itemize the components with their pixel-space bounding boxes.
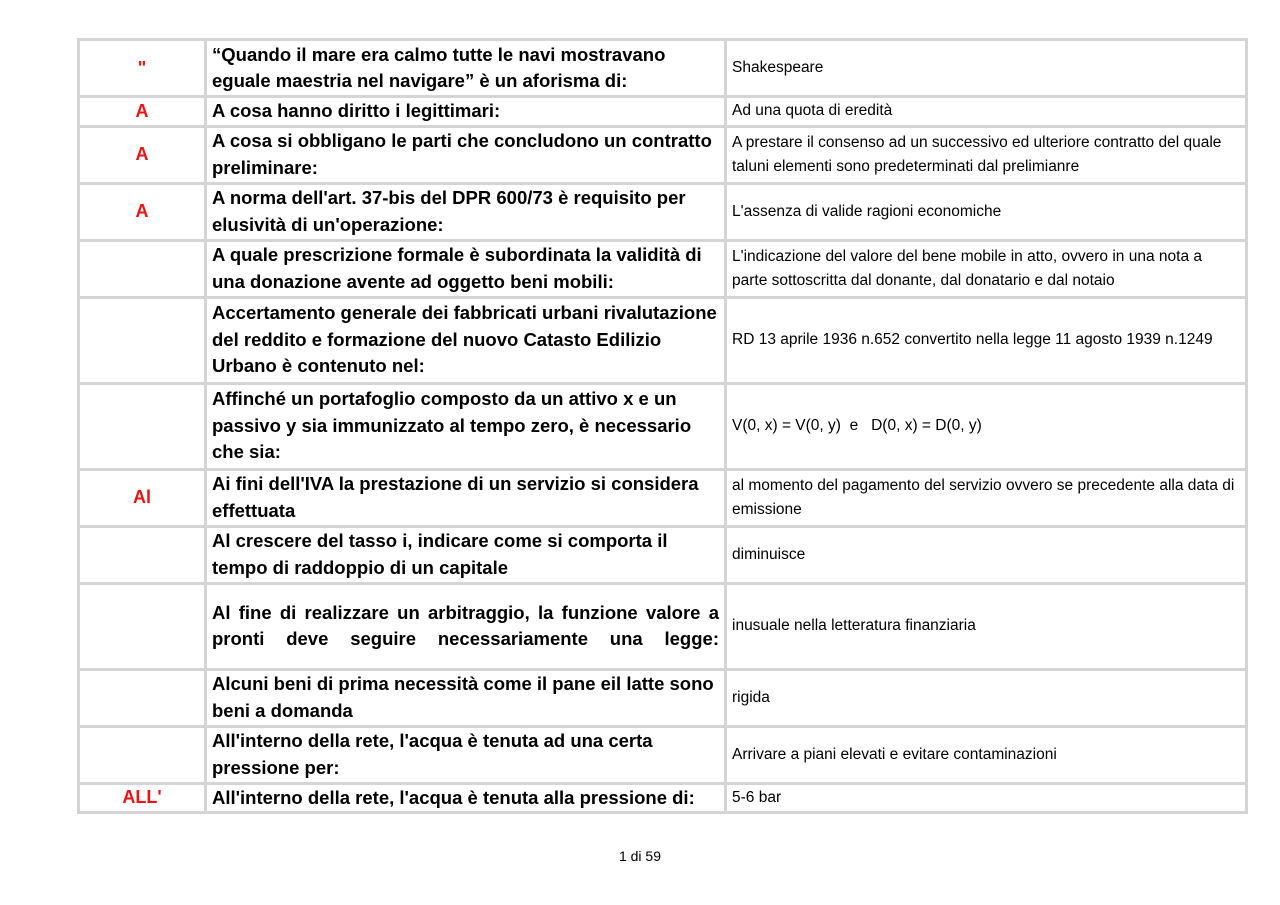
row-key-cell: ALL' [79,783,206,813]
table-row [79,726,1247,783]
answer-cell: L'indicazione del valore del bene mobile in atto, ovvero in una nota a parte sottoscritta dal donante, dal donatario e dal notaio [726,240,1247,297]
question-cell: Al fine di realizzare un arbitraggio, la funzione valore a pronti deve seguire necessariamente una legge: [206,583,726,669]
answer-cell: RD 13 aprile 1936 n.652 convertito nella legge 11 agosto 1939 n.1249 [726,297,1247,383]
answer-cell: A prestare il consenso ad un successivo ed ulteriore contratto del quale taluni elementi sono predeterminati dal prelimianre [726,126,1247,183]
answer-cell: V(0, x) = V(0, y) e D(0, x) = D(0, y) [726,383,1247,469]
answer-cell: al momento del pagamento del servizio ovvero se precedente alla data di emissione [726,469,1247,526]
table-row [79,583,1247,669]
quiz-table [77,38,1248,814]
answer-cell: diminuisce [726,526,1247,583]
question-cell: Alcuni beni di prima necessità come il pane eil latte sono beni a domanda [206,669,726,726]
row-key-cell [79,383,206,469]
row-key-cell: " [79,40,206,97]
question-cell: All'interno della rete, l'acqua è tenuta alla pressione di: [206,783,726,813]
row-key-cell [79,526,206,583]
row-key-cell [79,240,206,297]
question-cell: Ai fini dell'IVA la prestazione di un servizio si considera effettuata [206,469,726,526]
row-key-cell [79,297,206,383]
question-cell: A quale prescrizione formale è subordinata la validità di una donazione avente ad oggetto beni mobili: [206,240,726,297]
row-key-cell [79,583,206,669]
question-cell: Accertamento generale dei fabbricati urbani rivalutazione del reddito e formazione del nuovo Catasto Edilizio Urbano è contenuto nel: [206,297,726,383]
row-key-cell: Al [79,469,206,526]
question-cell: A cosa hanno diritto i legittimari: [206,97,726,127]
question-cell: Affinché un portafoglio composto da un attivo x e un passivo y sia immunizzato al tempo zero, è necessario che sia: [206,383,726,469]
table-row [79,297,1247,383]
answer-cell: rigida [726,669,1247,726]
answer-cell: Arrivare a piani elevati e evitare contaminazioni [726,726,1247,783]
table-row [79,97,1247,127]
table-row [79,126,1247,183]
row-key-cell: A [79,126,206,183]
page-number: 1 di 59 [618,848,662,864]
row-key-cell [79,669,206,726]
table-row [79,669,1247,726]
answer-cell: Ad una quota di eredità [726,97,1247,127]
row-key-cell: A [79,97,206,127]
question-cell: All'interno della rete, l'acqua è tenuta ad una certa pressione per: [206,726,726,783]
table-row [79,783,1247,813]
table-row [79,469,1247,526]
answer-cell: L'assenza di valide ragioni economiche [726,183,1247,240]
question-cell: A norma dell'art. 37-bis del DPR 600/73 è requisito per elusività di un'operazione: [206,183,726,240]
question-cell: A cosa si obbligano le parti che concludono un contratto preliminare: [206,126,726,183]
table-row [79,183,1247,240]
row-key-cell: A [79,183,206,240]
table-row [79,526,1247,583]
question-cell: “Quando il mare era calmo tutte le navi mostravano eguale maestria nel navigare” è un aforisma di: [206,40,726,97]
table-row [79,240,1247,297]
table-row [79,383,1247,469]
answer-cell: Shakespeare [726,40,1247,97]
answer-cell: 5-6 bar [726,783,1247,813]
table-row [79,40,1247,97]
question-cell: Al crescere del tasso i, indicare come si comporta il tempo di raddoppio di un capitale [206,526,726,583]
answer-cell: inusuale nella letteratura finanziaria [726,583,1247,669]
row-key-cell [79,726,206,783]
